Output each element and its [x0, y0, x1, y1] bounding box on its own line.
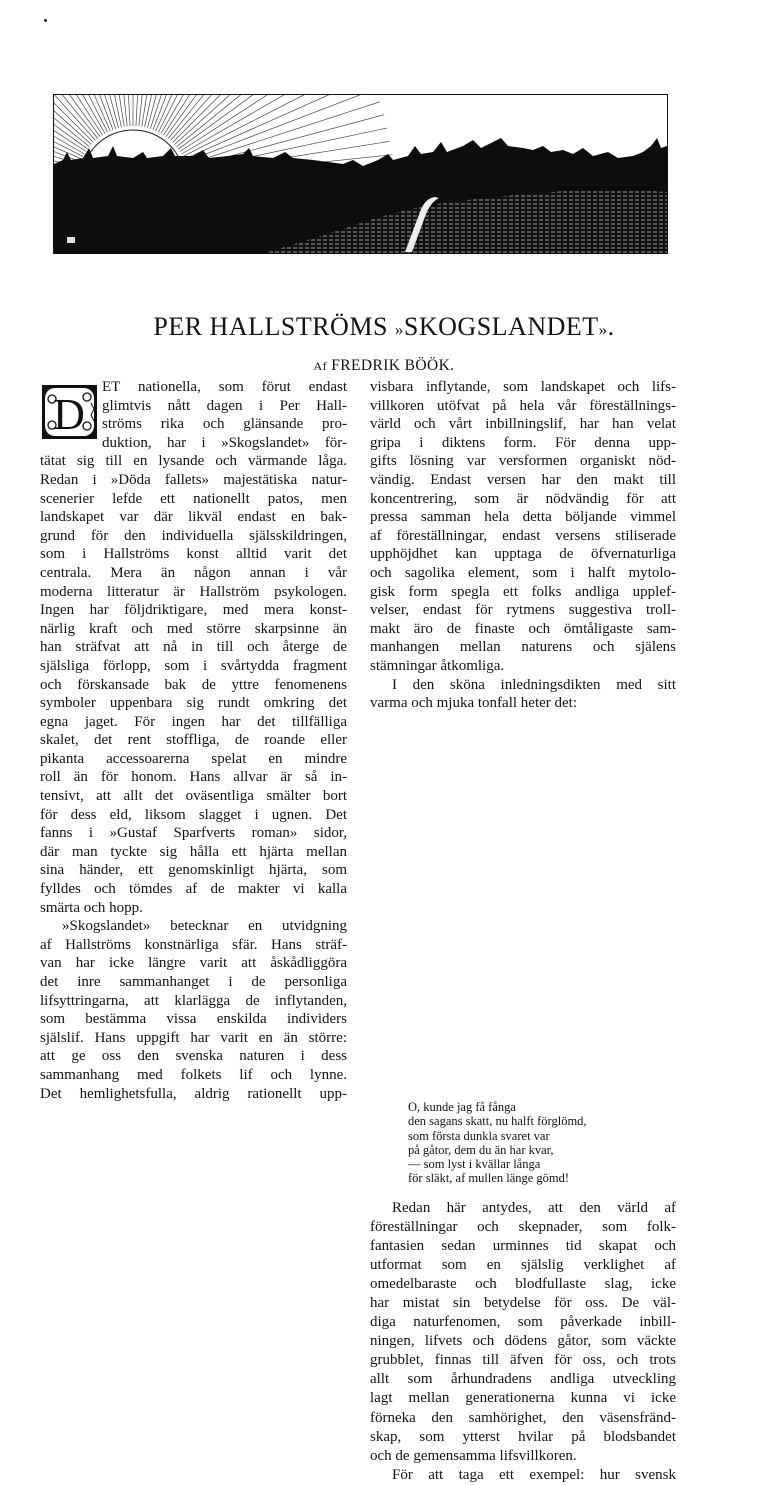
poem-line: den sagans skatt, nu halft förglömd, — [408, 1114, 587, 1129]
title-close-quote: » — [598, 320, 608, 339]
text-line: villkoren utöfvat på hela vår föreställnings- — [370, 397, 676, 414]
poem-quote — [408, 1100, 587, 1186]
byline-prefix: Af — [313, 359, 327, 373]
text-line: fanns i »Gustaf Sparfverts roman» sidor, — [40, 825, 347, 842]
text-line: gripa i diktens form. För denna upp- — [370, 434, 676, 451]
text-line: duktion, har i »Skogslandet» för- — [102, 434, 347, 451]
text-line: pressa samman hela detta böljande vimmel — [370, 509, 676, 526]
text-line: grubblet, finnas till äfven för oss, och trots — [370, 1352, 676, 1369]
text-line: velser, endast för rytmens suggestiva troll- — [370, 602, 676, 619]
text-line: gifts lösning var versformen organiskt nöd- — [370, 453, 676, 470]
text-line: egna jaget. För ingen har det tillfälliga — [40, 713, 347, 730]
paragraph — [370, 378, 676, 676]
text-line: gisk form spegla ett folks andliga upplef- — [370, 583, 676, 600]
text-line: I den sköna inledningsdikten med sitt — [392, 676, 676, 693]
text-line: koncentrering, som är nödvändig för att — [370, 490, 676, 507]
text-line: ströms rika och glänsande pro- — [102, 416, 347, 433]
poem-line: — som lyst i kvällar långa — [408, 1157, 541, 1172]
author-name: FREDRIK BÖÖK. — [327, 357, 455, 374]
text-line: grund för den individuella själsskildringen, — [40, 527, 347, 544]
poem-line: som första dunkla svaret var — [408, 1128, 550, 1143]
text-line: det inre sammanhanget i de personliga — [40, 974, 347, 990]
text-line: sina händer, ett genomskinligt hjärta, som — [40, 862, 347, 879]
text-line: ET nationella, som förut endast — [102, 379, 347, 395]
text-line: Ingen har följdriktigare, med mera konst- — [40, 602, 347, 619]
text-line: af föreställningar, endast versens stiliserade — [370, 527, 676, 544]
text-line: som bestämma vissa enskilda individers — [40, 1011, 347, 1028]
text-line: upphöjdhet kan upptaga de öfvernaturliga — [370, 546, 676, 563]
text-line: scenerier lefde ett nationellt patos, men — [40, 490, 347, 507]
text-line: fylldes och tömdes af de makter vi kalla — [40, 881, 347, 898]
title-open-quote: » — [394, 320, 404, 339]
poem-line: på gåtor, dem du än har kvar, — [408, 1142, 554, 1157]
text-line: tensivt, att allt det oväsentliga smälter bort — [40, 788, 347, 805]
article-title — [0, 312, 768, 342]
text-line: sammanhang med folkets lif och lynne. — [40, 1066, 347, 1083]
left-column — [40, 378, 347, 1103]
text-line: centrala. Mera än någon annan i vår — [40, 564, 347, 581]
text-line: att ge oss den svenska naturen i dess — [40, 1048, 347, 1065]
text-line: manhangen mellan naturens och själens — [370, 639, 676, 656]
text-line: fantasien sedan urminnes tid skapat och — [370, 1238, 676, 1255]
paragraph — [370, 1199, 676, 1466]
text-line: visbara inflytande, som landskapet och lifs- — [370, 379, 676, 395]
text-line: Redan här antydes, att den värld af — [392, 1200, 676, 1216]
text-line: varma och mjuka tonfall heter det: — [370, 695, 578, 712]
text-line: tätat sig till en lysande och värmande låga. — [40, 453, 347, 470]
text-line: vändig. Endast versen har den makt till — [370, 471, 676, 488]
text-line: har mistat sin betydelse för oss. De väl- — [370, 1295, 676, 1312]
text-line: roll än för honom. Hans allvar är så in- — [40, 769, 347, 786]
text-line: lagt mellan generationerna kunna vi icke — [370, 1390, 676, 1407]
text-line: föreställningar och skepnader, som folk- — [370, 1219, 676, 1236]
paragraph — [370, 1466, 676, 1485]
text-line: skalet, det rent stoffliga, de roande eller — [40, 732, 347, 749]
text-line: »Skogslandet» betecknar en utvidgning — [62, 918, 347, 935]
text-line: För att taga ett exempel: hur svensk — [392, 1466, 676, 1483]
text-line: af Hallströms konstnärliga sfär. Hans sträf- — [40, 936, 347, 953]
text-line: där man tyckte sig hålla ett hjärta mellan — [40, 843, 347, 860]
text-line: som i Hallströms konst alltid varit det — [40, 546, 347, 563]
text-line: han sträfvat att nå in till och återge de — [40, 639, 347, 656]
right-column — [370, 378, 676, 1483]
text-line: omedelbaraste och blodfullaste slag, icke — [370, 1276, 676, 1293]
artist-monogram — [67, 237, 75, 243]
text-line: närlig kraft och med större skarpsinne än — [40, 620, 347, 637]
text-line: skap, som ytterst hvilar på blodsbandet — [370, 1428, 676, 1445]
print-speck — [44, 19, 47, 22]
text-line: och de gemensamma lifsvillkoren. — [370, 1447, 577, 1464]
text-line: Redan i »Döda fallets» majestätiska natur- — [40, 471, 347, 488]
title-main: PER HALLSTRÖMS — [153, 312, 395, 341]
title-period: . — [607, 312, 615, 341]
text-line: symboler uppenbara sig rundt omkring det — [40, 695, 347, 712]
text-line: landskapet var där likväl endast en bak- — [40, 509, 347, 526]
paragraph — [40, 378, 347, 917]
poem-line: för släkt, af mullen länge gömd! — [408, 1171, 570, 1186]
text-line: allt som århundradens andliga utveckling — [370, 1371, 676, 1388]
text-line: lifsyttringarna, att klarlägga de inflytanden, — [40, 992, 347, 1009]
title-work: SKOGSLANDET — [403, 312, 599, 341]
text-line: själslif. Hans uppgift har varit en än större: — [40, 1029, 347, 1046]
text-line: pikanta accessoarerna spelat en mindre — [40, 750, 347, 767]
text-line: makt äro de finaste och ömtåligaste sam- — [370, 620, 676, 637]
text-line: utformat som en själslig verklighet af — [370, 1257, 676, 1274]
text-line: smärta och hopp. — [40, 899, 143, 916]
text-line: glimtvis nått dagen i Per Hall- — [102, 397, 347, 414]
paragraph — [40, 917, 347, 1103]
text-line: diga naturfenomen, som påverkade inbill- — [370, 1314, 676, 1331]
ornamental-dropcap — [42, 385, 97, 439]
poem-line: O, kunde jag få fånga — [408, 1100, 516, 1114]
text-line: för dess eld, liksom slagget i ugnen. Det — [40, 806, 347, 823]
text-line: och sagolika element, som i halft mytolo- — [370, 564, 676, 581]
text-line: själsliga förlopp, som i svårtydda fragment — [40, 657, 347, 674]
text-line: van har icke längre varit att åskådliggöra — [40, 955, 347, 972]
byline — [0, 357, 768, 375]
text-line: värld och vårt inbillningslif, har han velat — [370, 416, 676, 433]
text-line: förneka den samhörighet, den väsensfränd- — [370, 1409, 676, 1426]
paragraph — [370, 676, 676, 713]
text-line: ningen, lifvets och dödens gåtor, som väckte — [370, 1333, 676, 1350]
text-line: moderna litteratur är Hallström psykologen. — [40, 583, 347, 600]
svg-text:D: D — [53, 390, 85, 439]
text-line: Det hemlighetsfulla, aldrig rationellt upp- — [40, 1085, 347, 1102]
text-line: och förskansade bak de yttre fenomenens — [40, 676, 347, 693]
text-line: stämningar åtkomliga. — [370, 657, 505, 674]
header-illustration-sunset-forest — [53, 94, 668, 254]
